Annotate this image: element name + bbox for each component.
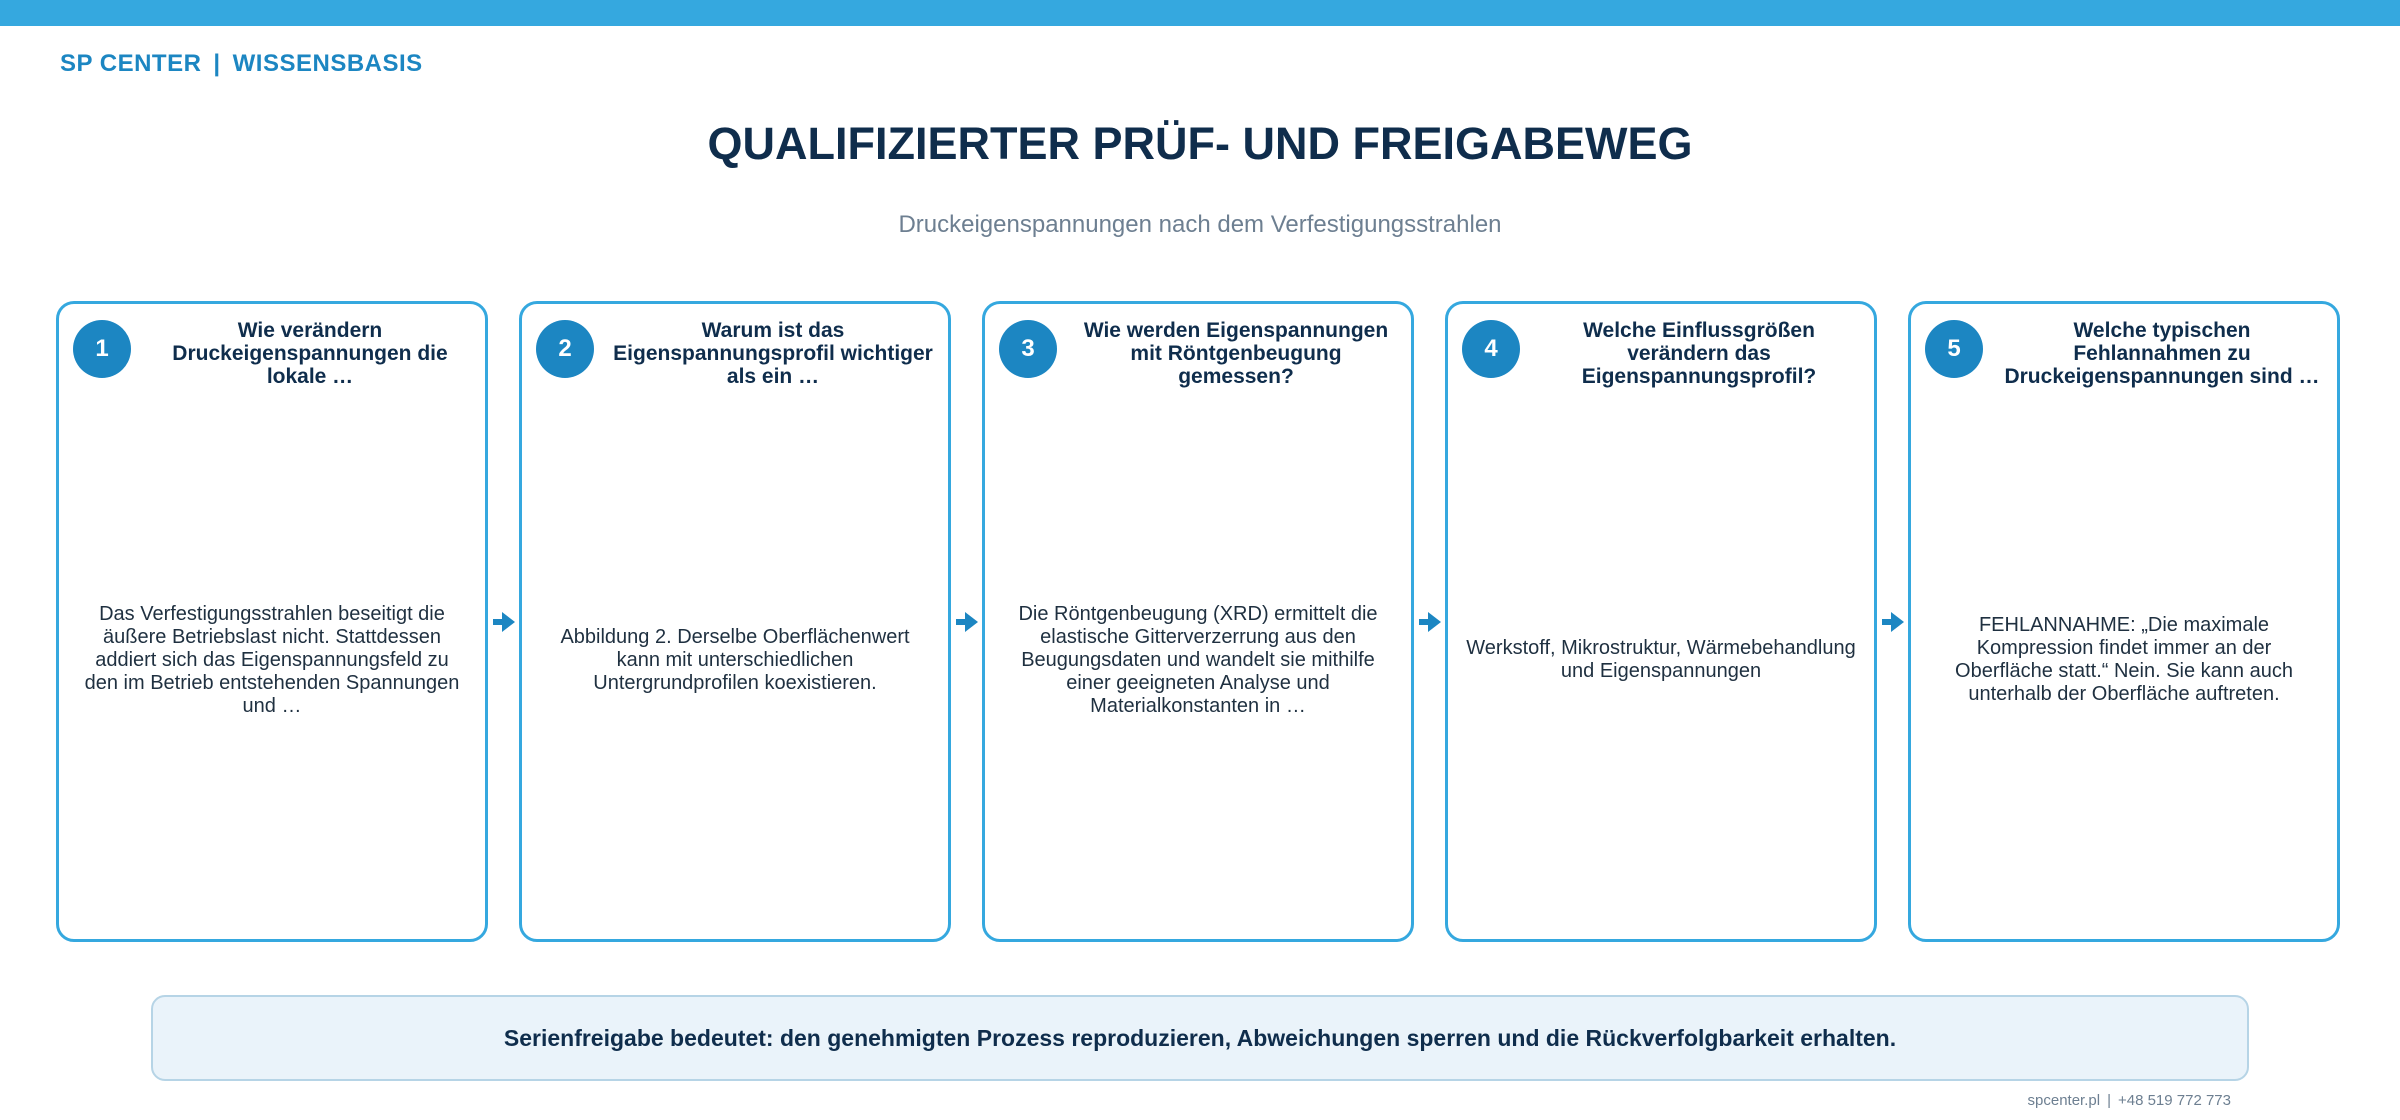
- brand-section: WISSENSBASIS: [232, 50, 423, 77]
- step-number-badge: 1: [73, 320, 131, 378]
- step-card-5: [1908, 301, 2340, 942]
- step-title: Warum ist das Eigenspannungsprofil wichtiger als ein …: [613, 319, 933, 388]
- website-link[interactable]: spcenter.pl: [2027, 1092, 2101, 1109]
- phone-number[interactable]: +48 519 772 773: [2117, 1092, 2231, 1109]
- brand-header: [60, 50, 423, 78]
- arrow-right-icon: [1419, 610, 1441, 634]
- arrow-right-icon: [956, 610, 978, 634]
- step-card-4: [1445, 301, 1877, 942]
- step-body: Abbildung 2. Derselbe Oberflächenwert kann mit unterschiedlichen Untergrundprofilen koexistieren.: [560, 625, 910, 694]
- step-title: Wie werden Eigenspannungen mit Röntgenbeugung gemessen?: [1083, 319, 1389, 388]
- step-card-3: [982, 301, 1414, 942]
- step-number-badge: 2: [536, 320, 594, 378]
- step-body: FEHLANNAHME: „Die maximale Kompression findet immer an der Oberfläche statt.“ Nein. Sie kann auch unterhalb der Oberfläche auftreten.: [1955, 614, 2293, 705]
- step-title: Wie verändern Druckeigenspannungen die lokale …: [172, 319, 448, 388]
- summary-text: Serienfreigabe bedeutet: den genehmigten Prozess reproduzieren, Abweichungen sperren und die Rückverfolgbarkeit erhalten.: [503, 1024, 1897, 1051]
- brand-separator: |: [213, 50, 221, 77]
- brand-name: SP CENTER: [60, 50, 202, 77]
- top-accent-bar: [0, 0, 2400, 26]
- arrow-right-icon: [493, 610, 515, 634]
- page-subtitle: Druckeigenspannungen nach dem Verfestigungsstrahlen: [898, 211, 1502, 238]
- step-body: Werkstoff, Mikrostruktur, Wärmebehandlung und Eigenspannungen: [1466, 637, 1856, 682]
- step-number-badge: 5: [1925, 320, 1983, 378]
- step-title: Welche Einflussgrößen verändern das Eigenspannungsprofil?: [1581, 319, 1817, 388]
- arrow-right-icon: [1882, 610, 1904, 634]
- step-title: Welche typischen Fehlannahmen zu Druckeigenspannungen sind …: [2004, 319, 2320, 388]
- step-card-2: [519, 301, 951, 942]
- summary-banner: [151, 995, 2249, 1081]
- step-number-badge: 3: [999, 320, 1057, 378]
- step-body: Die Röntgenbeugung (XRD) ermittelt die elastische Gitterverzerrung aus den Beugungsdaten und wandelt sie mithilfe einer geeigneten Analyse und Materialkonstanten in …: [1018, 602, 1378, 717]
- page-title: QUALIFIZIERTER PRÜF- UND FREIGABEWEG: [707, 118, 1693, 169]
- contact-footer: [1900, 1092, 2231, 1109]
- step-number-badge: 4: [1462, 320, 1520, 378]
- step-body: Das Verfestigungsstrahlen beseitigt die äußere Betriebslast nicht. Stattdessen addiert sich das Eigenspannungsfeld zu den im Betrieb entstehenden Spannungen und …: [84, 602, 460, 717]
- footer-separator: |: [2107, 1092, 2111, 1109]
- step-card-1: [56, 301, 488, 942]
